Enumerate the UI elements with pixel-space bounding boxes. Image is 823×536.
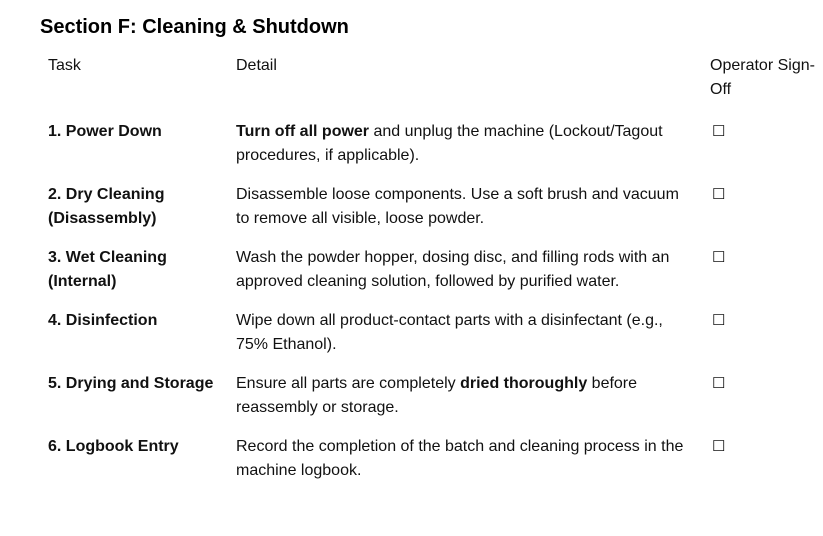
detail-bold-text: dried thoroughly <box>460 375 588 392</box>
signoff-cell <box>710 246 820 309</box>
detail-cell: Wash the powder hopper, dosing disc, and filling rods with an approved cleaning solution, followed by purified water. <box>236 249 670 290</box>
section-title: Section F: Cleaning & Shutdown <box>40 16 349 38</box>
detail-cell: Record the completion of the batch and cleaning process in the machine logbook. <box>236 438 684 479</box>
detail-cell <box>236 372 710 435</box>
detail-text: Ensure all parts are completely <box>236 375 461 392</box>
table-header-row <box>38 54 820 120</box>
detail-text: and unplug the machine (Lockout/Tagout procedures, if applicable). <box>236 123 663 164</box>
table-row <box>38 435 820 498</box>
header-operator-signoff: Operator Sign-Off <box>710 57 815 98</box>
header-task: Task <box>48 57 81 74</box>
detail-cell: Wipe down all product-contact parts with a disinfectant (e.g., 75% Ethanol). <box>236 312 663 353</box>
task-cell: 2. Dry Cleaning (Disassembly) <box>48 186 165 227</box>
signoff-cell <box>710 435 820 498</box>
signoff-cell <box>710 120 820 183</box>
detail-cell: Disassemble loose components. Use a soft brush and vacuum to remove all visible, loose powder. <box>236 186 679 227</box>
table-row <box>38 120 820 183</box>
task-cell: 1. Power Down <box>48 123 162 140</box>
detail-bold-text: Turn off all power <box>236 123 370 140</box>
task-cell: 5. Drying and Storage <box>48 375 214 392</box>
detail-cell <box>236 120 710 183</box>
signoff-checkbox[interactable]: ☐ <box>712 438 726 455</box>
signoff-checkbox[interactable]: ☐ <box>712 312 726 329</box>
table-row <box>38 246 820 309</box>
cleaning-shutdown-table <box>38 54 820 498</box>
signoff-checkbox[interactable]: ☐ <box>712 123 726 140</box>
task-cell: 6. Logbook Entry <box>48 438 179 455</box>
signoff-cell <box>710 372 820 435</box>
signoff-cell <box>710 183 820 246</box>
signoff-checkbox[interactable]: ☐ <box>712 249 726 266</box>
signoff-cell <box>710 309 820 372</box>
signoff-checkbox[interactable]: ☐ <box>712 375 726 392</box>
table-row <box>38 183 820 246</box>
header-detail: Detail <box>236 57 277 74</box>
table-row <box>38 309 820 372</box>
signoff-checkbox[interactable]: ☐ <box>712 186 726 203</box>
detail-text: before reassembly or storage. <box>236 375 638 416</box>
task-cell: 4. Disinfection <box>48 312 158 329</box>
task-cell: 3. Wet Cleaning (Internal) <box>48 249 167 290</box>
table-row <box>38 372 820 435</box>
